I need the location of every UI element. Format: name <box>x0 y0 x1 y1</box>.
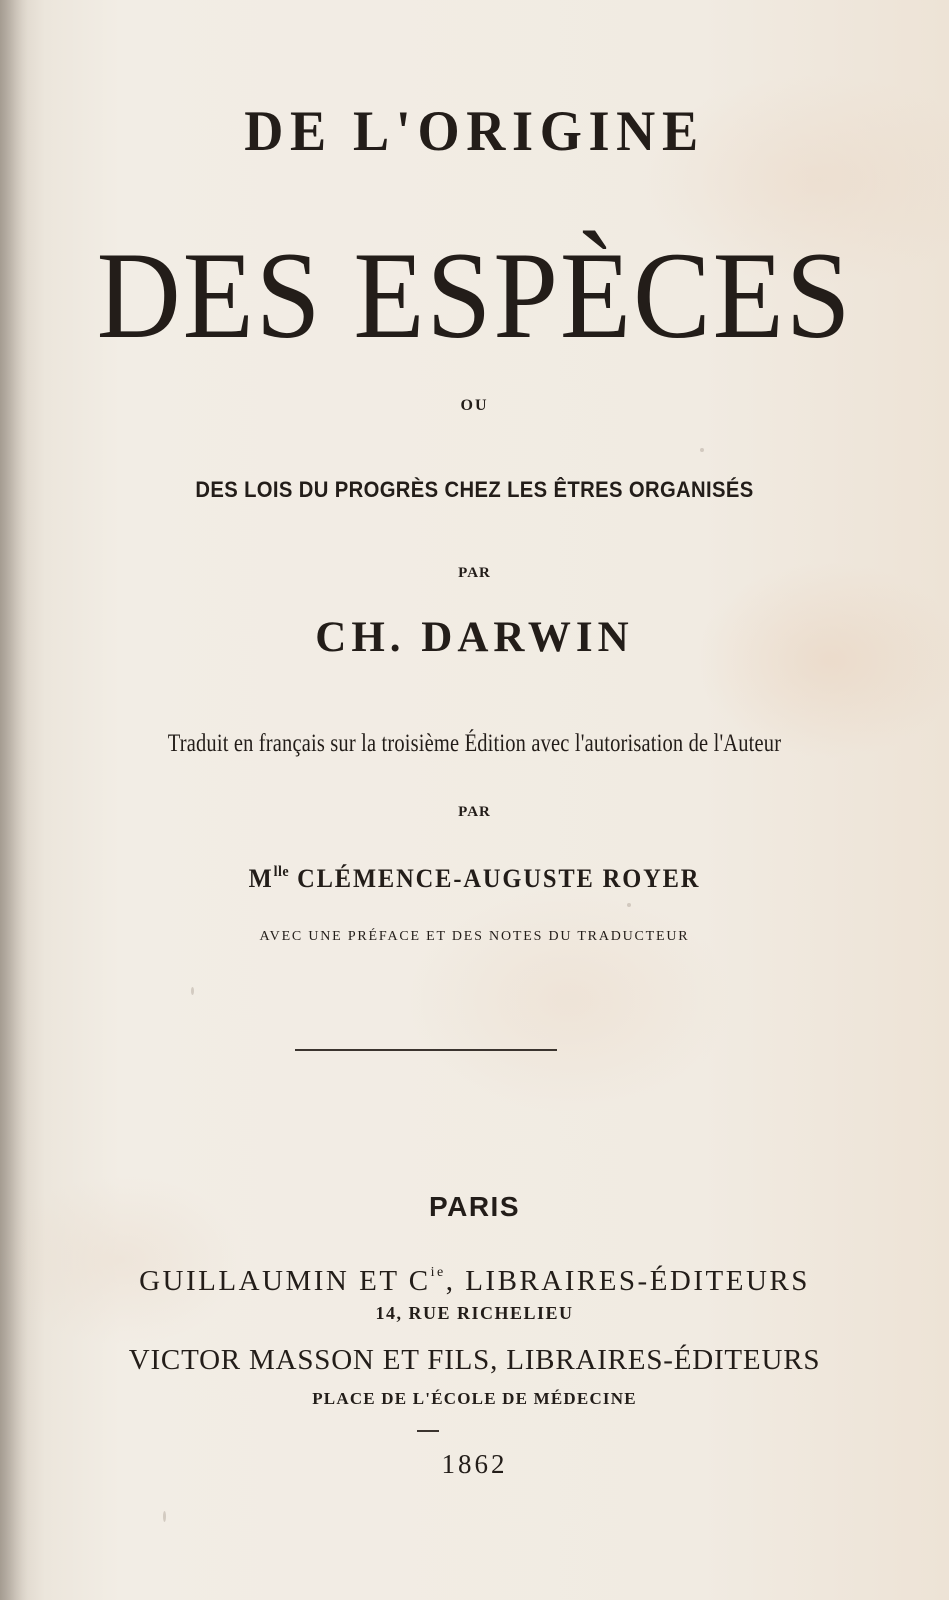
publisher-1-superscript: ie <box>430 1265 446 1280</box>
subtitle: DES LOIS DU PROGRÈS CHEZ LES ÊTRES ORGANISÉS <box>195 477 754 502</box>
publisher-1-address: 14, RUE RICHELIEU <box>375 1303 574 1323</box>
author-name: CH. DARWIN <box>315 614 634 661</box>
publisher-2: VICTOR MASSON ET FILS, LIBRAIRES-ÉDITEURS <box>128 1344 821 1376</box>
translator-superscript: lle <box>273 864 290 880</box>
publisher-2-address: PLACE DE L'ÉCOLE DE MÉDECINE <box>312 1389 637 1408</box>
paper-fleck <box>163 1511 166 1522</box>
paper-fleck <box>191 987 194 995</box>
publisher-1-before: GUILLAUMIN ET C <box>139 1265 431 1297</box>
or-word: OU <box>460 397 489 414</box>
imprint-city: PARIS <box>429 1191 520 1222</box>
title-line-1: DE L'ORIGINE <box>244 100 705 163</box>
paper-fleck <box>700 448 704 452</box>
by-label-translator: PAR <box>458 804 491 820</box>
publisher-1 <box>0 1255 949 1299</box>
translator-prefix: M <box>248 864 274 893</box>
translator-line <box>28 856 920 895</box>
preface-note: AVEC UNE PRÉFACE ET DES NOTES DU TRADUCTEUR <box>259 929 690 944</box>
short-dash-rule <box>417 1430 439 1432</box>
by-label-author: PAR <box>458 565 491 581</box>
publisher-1-after: , LIBRAIRES-ÉDITEURS <box>445 1265 810 1297</box>
decorative-rule <box>295 1049 557 1051</box>
publication-year: 1862 <box>441 1449 508 1479</box>
paper-fleck <box>627 903 631 907</box>
title-line-2: DES ESPÈCES <box>96 227 853 364</box>
translation-note: Traduit en français sur la troisième Édition avec l'autorisation de l'Auteur <box>167 730 782 757</box>
translator-name: CLÉMENCE-AUGUSTE ROYER <box>297 864 701 893</box>
